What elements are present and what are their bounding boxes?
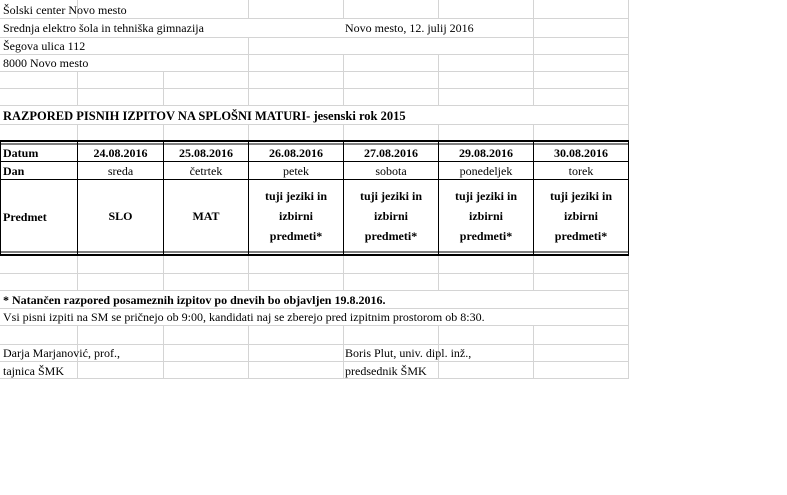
subject-cell [78,206,163,226]
date-cell: 24.08.2016 [93,146,148,160]
day-cell: sobota [375,164,407,178]
subject-line: izbirni [278,209,313,223]
signature-right-name: Boris Plut, univ. dipl. inž., [345,346,472,360]
street-address: Šegova ulica 112 [3,39,86,53]
schedule-note: * Natančen razpored posameznih izpitov po dnevih bo objavljen 19.8.2016. [3,293,386,307]
row-label-subject: Predmet [3,210,47,224]
subject-line: MAT [192,209,220,223]
day-cell: torek [568,164,594,178]
subject-line: tuji jeziki in [455,189,517,203]
subject-line: SLO [108,209,133,223]
subject-line: tuji jeziki in [360,189,422,203]
day-cell: sreda [107,164,134,178]
day-cell: četrtek [189,164,223,178]
date-cell: 30.08.2016 [554,146,608,160]
school-name: Šolski center Novo mesto [3,3,127,17]
subject-cell [249,186,343,246]
signature-right-role: predsednik ŠMK [345,364,427,378]
department-name: Srednja elektro šola in tehniška gimnazija [3,21,204,35]
subject-line: tuji jeziki in [550,189,612,203]
row-label-day: Dan [3,164,25,178]
subject-line: predmeti* [364,229,418,243]
date-cell: 25.08.2016 [179,146,233,160]
signature-left-name: Darja Marjanović, prof., [3,346,120,360]
day-cell: ponedeljek [459,164,513,178]
subject-line: izbirni [563,209,598,223]
subject-line: tuji jeziki in [265,189,327,203]
start-time-note: Vsi pisni izpiti na SM se pričnejo ob 9:00, kandidati naj se zberejo pred izpitnim prostorom ob 8:30. [3,310,485,324]
date-cell: 29.08.2016 [459,146,513,160]
subject-line: predmeti* [554,229,608,243]
subject-cell [534,186,628,246]
subject-line: izbirni [468,209,503,223]
row-label-date: Datum [3,146,39,160]
title-suffix: jesenski rok 2015 [313,109,406,123]
day-cell: petek [283,164,309,178]
subject-cell [439,186,533,246]
city-address: 8000 Novo mesto [3,56,89,70]
date-cell: 26.08.2016 [269,146,323,160]
date-cell: 27.08.2016 [364,146,418,160]
subject-line: predmeti* [459,229,513,243]
title-main: RAZPORED PISNIH IZPITOV NA SPLOŠNI MATURI- [3,109,311,123]
place-date: Novo mesto, 12. julij 2016 [345,21,474,35]
signature-left-role: tajnica ŠMK [3,364,64,378]
page-title [3,109,406,123]
subject-line: predmeti* [269,229,323,243]
subject-cell [344,186,438,246]
subject-cell [164,206,248,226]
subject-line: izbirni [373,209,408,223]
